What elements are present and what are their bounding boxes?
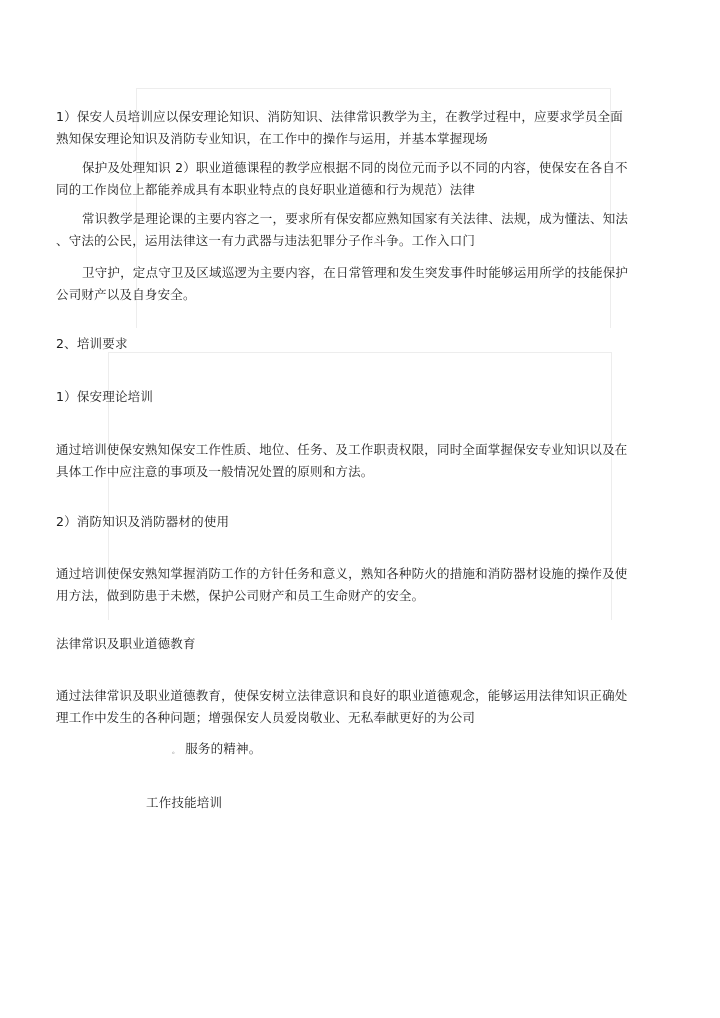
paragraph-line: 同的工作岗位上都能养成具有本职业特点的良好职业道德和行为规范）法律 [56, 182, 476, 197]
tail-mark: 。 [172, 747, 180, 755]
paragraph-line: 通过培训使保安熟知掌握消防工作的方针任务和意义，熟知各种防火的措施和消防器材设施的操作及使 [56, 566, 628, 581]
paragraph-3 [56, 208, 666, 252]
paragraph-line: 1）保安人员培训应以保安理论知识、消防知识、法律常识教学为主，在教学过程中，应要求学员全面 [56, 109, 623, 124]
heading-work-skills [146, 792, 720, 814]
paragraph-4 [56, 262, 666, 306]
paragraph-line: 卫守护，定点守卫及区域巡逻为主要内容，在日常管理和发生突发事件时能够运用所学的技能保护 [82, 265, 629, 280]
paragraph-line: 保护及处理知识 2）职业道德课程的教学应根据不同的岗位元而予以不同的内容，使保安在各自不 [82, 160, 628, 175]
heading-theory-training [56, 386, 666, 408]
paragraph-line: 熟知保安理论知识及消防专业知识，在工作中的操作与运用，并基本掌握现场 [56, 131, 488, 146]
paragraph-line: 公司财产以及自身安全。 [56, 287, 196, 302]
paragraph-2 [56, 157, 666, 201]
tail-text: 服务的精神。 [185, 741, 262, 756]
heading-text: 法律常识及职业道德教育 [56, 636, 196, 651]
paragraph-line: 常识教学是理论课的主要内容之一，要求所有保安都应熟知国家有关法律、法规，成为懂法、知法 [82, 211, 629, 226]
paragraph-line: 通过培训使保安熟知保安工作性质、地位、任务、及工作职责权限，同时全面掌握保安专业知识以及在 [56, 442, 628, 457]
paragraph-6 [56, 563, 666, 607]
heading-text: 工作技能培训 [146, 795, 223, 810]
heading-training-requirements [56, 333, 666, 355]
heading-law-ethics [56, 633, 666, 655]
heading-fire-knowledge [56, 511, 666, 533]
paragraph-line: 理工作中发生的各种问题；增强保安人员爱岗敬业、无私奉献更好的为公司 [56, 710, 476, 725]
heading-text: 2）消防知识及消防器材的使用 [56, 514, 230, 529]
paragraph-line [172, 738, 720, 762]
heading-text: 2、培训要求 [56, 336, 128, 351]
scan-frame-line [136, 88, 610, 89]
heading-text: 1）保安理论培训 [56, 389, 154, 404]
paragraph-7 [56, 685, 666, 729]
paragraph-line: 通过法律常识及职业道德教育，使保安树立法律意识和良好的职业道德观念，能够运用法律知识正确处 [56, 688, 628, 703]
paragraph-1 [56, 106, 666, 150]
paragraph-5 [56, 439, 666, 483]
paragraph-line: 、守法的公民，运用法律这一有力武器与违法犯罪分子作斗争。工作入口门 [56, 233, 476, 248]
paragraph-line: 用方法，做到防患于未燃，保护公司财产和员工生命财产的安全。 [56, 588, 425, 603]
paragraph-line: 具体工作中应注意的事项及一般情况处置的原则和方法。 [56, 464, 374, 479]
paragraph-7-tail [172, 738, 720, 762]
